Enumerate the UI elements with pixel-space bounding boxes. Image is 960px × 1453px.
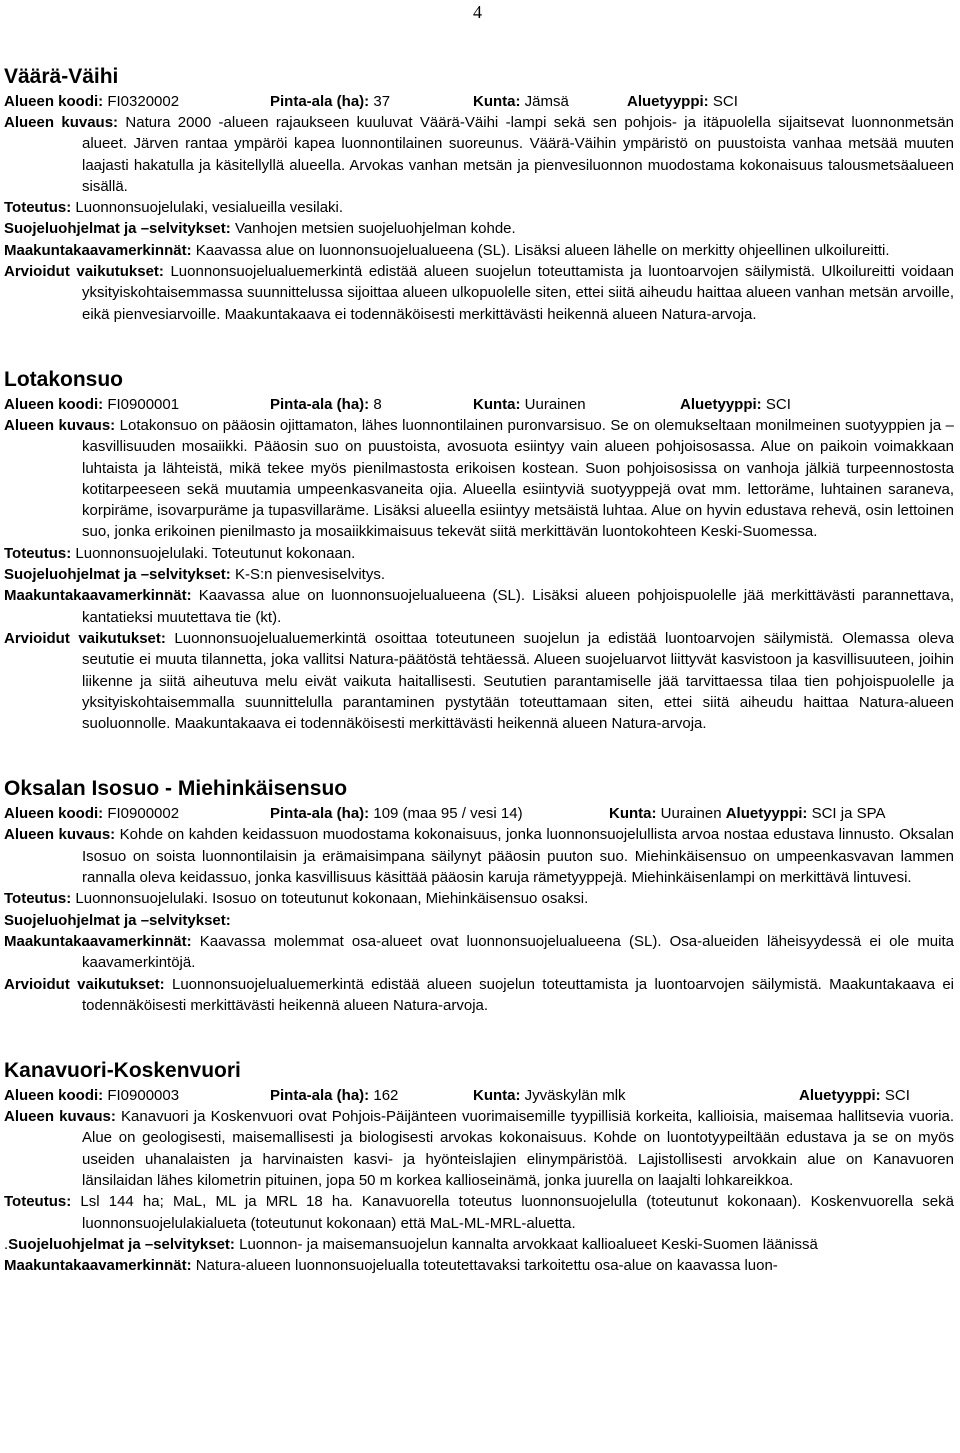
site-code: FI0320002	[107, 93, 180, 110]
site-programs: Suojeluohjelmat ja –selvitykset: K-S:n pienvesiselvitys.	[4, 566, 385, 584]
site-municipality: Uurainen	[524, 395, 586, 413]
site-implementation: Toteutus: Luonnonsuojelulaki, vesialueilla vesilaki.	[4, 199, 344, 217]
site-municipality: Uurainen	[660, 805, 722, 823]
site-section-oksalan-isosuo	[4, 776, 954, 1016]
site-implementation: Toteutus: Luonnonsuojelulaki. Toteutunut kokonaan.	[4, 544, 356, 562]
site-type: SCI	[884, 1087, 910, 1105]
site-area: 8	[373, 395, 382, 413]
site-area: 109 (maa 95 / vesi 14)	[373, 805, 523, 823]
site-plan: Maakuntakaavamerkinnät: Natura-alueen luonnonsuojelualla toteutettavaksi tarkoitettu osa-alue on kaavassa luon-	[4, 1257, 778, 1275]
site-plan: Maakuntakaavamerkinnät: Kaavassa alue on luonnonsuojelualueena (SL). Lisäksi alueen pohjoispuolelle jää merkittävästi parannettava, kantatieksi muutettava tie (kt).	[4, 587, 955, 626]
site-type: SCI ja SPA	[811, 805, 886, 823]
site-programs: Suojeluohjelmat ja –selvitykset:	[4, 911, 231, 929]
site-description: Alueen kuvaus: Lotakonsuo on pääosin ojittamaton, lähes luonnontilainen puronvarsisuo. Se on olemukseltaan monilmeinen suotyyppien ja –kasvillisuuden mosaiikki. Pääosin suo on puustoista, avosuota esiintyy vain alueen pohjoisosassa. Alue on paikoin voimakkaan luhtaista ja lähteistä, mikä tekee myös pienilmastosta erikoisen kostean. Suon pohjoisosissa on vanhoja jälkiä turpeennostosta kotitarpeeseen sekä muutamia umpeenkasvaneita ojia. Alueella esiintyviä suotyyppejä ovat mm. lettoräme, luhtainen saraneva, korpiräme, isovarpuräme ja tupasvillaräme. Lisäksi alueella esiintyy metsäistä luhtaa. Alue on hyvin edustava rehevä, osin lettoinen suo, jonka erikoinen pienilmasto ja mosaiikkimaisuus tekevät siitä merkittävän luontokohteen Keski-Suomessa.	[4, 416, 955, 541]
site-description: Alueen kuvaus: Kanavuori ja Koskenvuori ovat Pohjois-Päijänteen vuorimaisemille tyypillisiä korkeita, kallioisia, maisemaa hallitsevia vuoria. Alue on geologisesti, maisemallisesti ja biologisesti arvokas kokonaisuus. Kohde on luontotyypeiltään edustava ja se on myös useiden uhanalaisten ja harvinaisten kasvi- ja hyönteislajien elinympäristöä. Lajistollisesti arvokkain alue on Kanavuoren länsilaidan lähes kilometrin pituinen, jopa 50 m korkea kallioseinämä, jonka juurella on laajalti lohkareikkoa.	[4, 1108, 955, 1189]
site-type: SCI	[765, 395, 791, 413]
site-title: Väärä-Väihi	[4, 65, 119, 88]
site-plan: Maakuntakaavamerkinnät: Kaavassa alue on luonnonsuojelualueena (SL). Lisäksi alueen lähelle on merkitty ohjeellinen ulkoilureitti.	[4, 241, 890, 259]
site-code: FI0900003	[107, 1087, 180, 1105]
site-info-line: Alueen koodi: FI0900002 Pinta-ala (ha): 109 (maa 95 / vesi 14) Kunta: Uurainen Aluetyyppi: SCI ja SPA	[4, 805, 886, 823]
site-area: 37	[373, 93, 391, 110]
site-title: Oksalan Isosuo - Miehinkäisensuo	[4, 777, 348, 801]
site-implementation: Toteutus: Lsl 144 ha; MaL, ML ja MRL 18 ha. Kanavuorella toteutus luonnonsuojelulla (toteutunut kokonaan). Koskenvuorella sekä luonnonsuojelulakialueta (toteutunut kokonaan) että MaL-ML-MRL-aluetta.	[4, 1193, 954, 1232]
site-municipality: Jyväskylän mlk	[524, 1087, 626, 1105]
site-title: Lotakonsuo	[4, 367, 123, 391]
site-code: FI0900002	[107, 805, 180, 823]
site-programs: Suojeluohjelmat ja –selvitykset: Vanhojen metsien suojeluohjelman kohde.	[4, 220, 516, 238]
site-area: 162	[373, 1087, 399, 1105]
site-municipality: Jämsä	[524, 93, 569, 110]
document-body	[4, 64, 954, 1276]
site-impacts: Arvioidut vaikutukset: Luonnonsuojelualuemerkintä edistää alueen suojelun toteuttamista ja luontoarvojen säilymistä. Maakuntakaava ei todennäköisesti merkittävästi heikennä alueen Natura-arvoja.	[4, 975, 955, 1014]
site-programs: .Suojeluohjelmat ja –selvitykset: Luonnon- ja maisemansuojelun kannalta arvokkaat kallioalueet Keski-Suomen läänissä	[4, 1235, 818, 1253]
site-implementation: Toteutus: Luonnonsuojelulaki. Isosuo on toteutunut kokonaan, Miehinkäisensuo osaksi.	[4, 890, 589, 908]
site-plan: Maakuntakaavamerkinnät: Kaavassa molemmat osa-alueet ovat luonnonsuojelualueena (SL). Osa-alueiden läheisyydessä ei ole muita kaavamerkintöjä.	[4, 932, 954, 972]
site-section-kanavuori-koskenvuori	[4, 1058, 954, 1276]
site-code: FI0900001	[107, 395, 180, 413]
site-type: SCI	[712, 93, 738, 110]
site-section-lotakonsuo	[4, 367, 954, 734]
site-title: Kanavuori-Koskenvuori	[4, 1059, 241, 1083]
page-number: 4	[473, 2, 482, 22]
site-description: Alueen kuvaus: Natura 2000 -alueen rajaukseen kuuluvat Väärä-Väihi -lampi sekä sen pohjois- ja itäpuolella sijaitsevat luonnonmetsän alueet. Järven rantaa ympäröi kapea luonnontilainen suoreunus. Väärä-Väihin ympäristö on puustoista vanhaa metsää muuten laajasti hakatulla ja käsitellyllä alueella. Arvokas vanhan metsän ja pienvesiluonnon muodostama kokonaisuus talousmetsäalueen sisällä.	[4, 114, 954, 195]
site-info-line: Alueen koodi: FI0900003 Pinta-ala (ha): 162 Kunta: Jyväskylän mlk Aluetyyppi: SCI	[4, 1087, 910, 1105]
site-info-line: Alueen koodi: FI0320002 Pinta-ala (ha): 37 Kunta: Jämsä Aluetyyppi: SCI	[4, 93, 738, 110]
site-description: Alueen kuvaus: Kohde on kahden keidassuon muodostama kokonaisuus, jonka luonnonsuojelullista arvoa nostaa edustava linnusto. Oksalan Isosuo on soista luonnontilaisin ja erämaisimpana säilynyt pääosin puuton suo. Miehinkäisensuo on umpeenkasvavan lammen rannalla oleva keidassuo, jonka kasvillisuus käsittää pääosin karuja rämetyyppejä. Miehinkäisenlampi on merkittävä lintuvesi.	[4, 826, 954, 887]
site-section-vaara-vaihi	[4, 64, 954, 325]
site-impacts: Arvioidut vaikutukset: Luonnonsuojelualuemerkintä edistää alueen suojelun toteuttamista ja luontoarvojen säilymistä. Ulkoilureitti voidaan yksityiskohtaisemmassa suunnittelussa sijoittaa alueen ulkopuolelle siten, ettei siitä aiheudu haittaa alueen vanhan metsän arvoille, eikä pienvesiarvoille. Maakuntakaava ei todennäköisesti merkittävästi heikennä alueen Natura-arvoja.	[4, 263, 954, 323]
site-info-line: Alueen koodi: FI0900001 Pinta-ala (ha): 8 Kunta: Uurainen Aluetyyppi: SCI	[4, 395, 791, 413]
site-impacts: Arvioidut vaikutukset: Luonnonsuojelualuemerkintä osoittaa toteutuneen suojelun ja edistää luontoarvojen säilymistä. Olemassa oleva seututie ei muuta tilannetta, joka vallitsi Natura-päätöstä tehtäessä. Alueen suojeluarvot liittyvät kasvistoon ja kasvillisuuteen, joihin liikenne ja siitä aiheutuva melu eivät vaikuta haitallisesti. Seututien parantamiselle jää tarvittaessa tilaa tien pohjoispuolelle ja yksityiskohtaisemmalla suunnittelulla parantaminen pystytään toteuttamaan siten, ettei siitä aiheudu haittaa Natura-alueen suoluonnolle. Maakuntakaava ei todennäköisesti merkittävästi heikennä alueen Natura-arvoja.	[4, 629, 954, 733]
